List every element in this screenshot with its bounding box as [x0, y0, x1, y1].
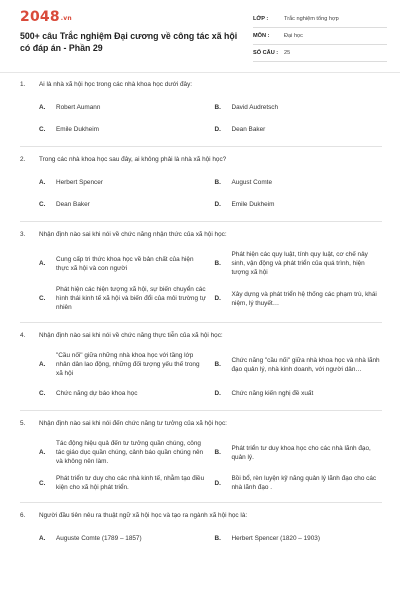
question-divider [20, 221, 382, 222]
answer-options [20, 175, 382, 219]
option-letter: C. [39, 295, 46, 302]
site-logo[interactable] [20, 9, 72, 25]
option-text: Bồi bổ, rèn luyện kỹ năng quản lý lãnh đạo cho các nhà lãnh đạo . [231, 475, 377, 491]
answer-option-b[interactable] [215, 439, 383, 466]
option-letter: B. [214, 178, 221, 186]
meta-count-row [253, 45, 387, 62]
option-text: Xây dựng và phát triển hệ thống các phạm trù, khái niệm, lý thuyết… [231, 290, 377, 307]
meta-value: Đại học [284, 33, 303, 39]
answer-option-b[interactable] [215, 100, 383, 114]
question-text: Ai là nhà xã hội học trong các nhà khoa học dưới đây: [39, 81, 193, 88]
meta-value: Trắc nghiệm tổng hợp [284, 16, 339, 22]
option-letter: B. [214, 449, 221, 456]
option-text: Phát hiện các quy luật, tính quy luật, cơ chế nảy sinh, vận động và phát triển của quá trình, hiện tượng xã hội [231, 251, 368, 276]
question-text: Người đầu tiên nêu ra thuật ngữ xã hội học và tạo ra ngành xã hội học là: [39, 512, 248, 519]
answer-options [20, 100, 382, 144]
option-letter: A. [39, 534, 46, 542]
question-divider [20, 146, 382, 147]
option-text: Emile Dukheim [231, 200, 275, 208]
logo-text: 2048 [20, 9, 60, 25]
option-letter: C. [39, 200, 46, 208]
option-letter: C. [39, 125, 46, 133]
question-text: Nhận định nào sai khi nói về chức năng nhận thức của xã hội học: [39, 231, 227, 238]
option-letter: A. [39, 361, 46, 368]
question-item [0, 230, 400, 323]
option-letter: B. [214, 260, 221, 267]
option-letter: D. [214, 295, 221, 302]
option-text: Phát triển tư duy khoa học cho các nhà lãnh đạo, quản lý. [231, 444, 371, 461]
option-text: Cung cấp tri thức khoa học về bản chất của hiện thực xã hội và con người [56, 255, 194, 272]
option-letter: A. [39, 178, 46, 186]
option-letter: C. [39, 389, 46, 397]
option-text: Dean Baker [231, 125, 266, 133]
answer-options [20, 439, 382, 500]
option-text: "Cầu nối" giữa những nhà khoa học với tầng lớp nhân dân lao động, những đối tượng yếu thế trong xã hội [56, 352, 200, 377]
question-divider [20, 322, 382, 323]
question-number: 2. [20, 156, 26, 163]
answer-options [20, 250, 382, 320]
option-letter: B. [214, 361, 221, 368]
option-letter: D. [214, 479, 221, 487]
option-letter: D. [214, 389, 221, 397]
answer-option-a[interactable] [39, 250, 207, 277]
answer-option-d[interactable] [215, 122, 383, 136]
meta-class-row [253, 11, 387, 28]
document-title: 500+ câu Trắc nghiệm Đại cương về công tác xã hội có đáp án - Phần 29 [20, 31, 238, 53]
option-letter: C. [39, 479, 46, 487]
option-text: Chức năng "cầu nối" giữa nhà khoa học và nhà lãnh đạo quản lý, nhà kinh doanh, với người dân… [231, 356, 380, 373]
answer-option-a[interactable] [39, 439, 207, 466]
question-item [0, 155, 400, 222]
option-letter: B. [214, 103, 221, 111]
option-text: Chức năng dự báo khoa học [56, 389, 138, 397]
question-number: 5. [20, 420, 26, 427]
option-letter: A. [39, 449, 46, 456]
meta-key: MÔN : [253, 33, 270, 39]
option-text: Herbert Spencer [56, 178, 103, 186]
option-text: Tác động hiệu quả đến tư tưởng quần chúng, công tác giáo dục quần chúng, cảnh báo quần chúng nên và không nên làm. [56, 440, 204, 465]
answer-option-b[interactable] [215, 351, 383, 378]
meta-subject-row [253, 28, 387, 45]
question-text: Trong các nhà khoa học sau đây, ai không phải là nhà xã hội học? [39, 156, 227, 163]
option-text: Auguste Comte (1789 – 1857) [56, 534, 142, 542]
answer-option-b[interactable] [215, 250, 383, 277]
header-divider [0, 72, 400, 73]
option-letter: D. [214, 125, 221, 133]
option-text: Dean Baker [56, 200, 90, 208]
option-text: Phát triển tư duy cho các nhà kinh tế, nhằm tạo điều kiện cho xã hội phát triển. [56, 475, 205, 491]
document-meta [253, 11, 387, 62]
question-item [0, 80, 400, 147]
option-letter: D. [214, 200, 221, 208]
question-list [0, 80, 400, 553]
answer-option-c[interactable] [39, 122, 207, 136]
option-letter: A. [39, 260, 46, 267]
question-text: Nhận định nào sai khi nói đến chức năng tư tưởng của xã hội học: [39, 420, 227, 427]
answer-option-d[interactable] [215, 474, 383, 492]
answer-option-c[interactable] [39, 386, 207, 400]
answer-option-a[interactable] [39, 175, 207, 189]
answer-option-a[interactable] [39, 531, 207, 545]
option-text: August Comte [231, 178, 272, 186]
answer-options [20, 531, 382, 553]
meta-key: LỚP : [253, 16, 269, 22]
answer-option-c[interactable] [39, 474, 207, 492]
answer-option-d[interactable] [215, 197, 383, 211]
question-item [0, 331, 400, 411]
answer-option-d[interactable] [215, 386, 383, 400]
meta-key: SỐ CÂU : [253, 50, 279, 56]
question-number: 3. [20, 231, 26, 238]
question-text: Nhận định nào sai khi nói về chức năng thực tiễn của xã hội học: [39, 332, 223, 339]
answer-option-c[interactable] [39, 197, 207, 211]
question-item [0, 511, 400, 553]
answer-option-b[interactable] [215, 175, 383, 189]
question-divider [20, 502, 382, 503]
answer-options [20, 351, 382, 408]
option-text: Emile Dukheim [56, 125, 99, 133]
option-letter: B. [214, 534, 221, 542]
answer-option-c[interactable] [39, 285, 207, 312]
option-text: Chức năng kiến nghị đề xuất [231, 389, 314, 397]
answer-option-a[interactable] [39, 351, 207, 378]
option-text: Herbert Spencer (1820 – 1903) [231, 534, 320, 542]
question-number: 1. [20, 81, 26, 88]
answer-option-d[interactable] [215, 285, 383, 312]
option-text: Robert Aumann [56, 103, 101, 111]
question-item [0, 419, 400, 503]
question-divider [20, 410, 382, 411]
page-header [0, 0, 400, 72]
answer-option-a[interactable] [39, 100, 207, 114]
logo-suffix: .vn [60, 15, 72, 22]
answer-option-b[interactable] [215, 531, 383, 545]
question-number: 6. [20, 512, 26, 519]
question-number: 4. [20, 332, 26, 339]
option-text: David Audretsch [231, 103, 279, 111]
option-text: Phát hiện các hiện tượng xã hội, sự biến chuyển các hình thái kinh tế xã hội và biến đổi của môi trường tự nhiên [56, 286, 206, 311]
meta-value: 25 [284, 50, 291, 56]
option-letter: A. [39, 103, 46, 111]
